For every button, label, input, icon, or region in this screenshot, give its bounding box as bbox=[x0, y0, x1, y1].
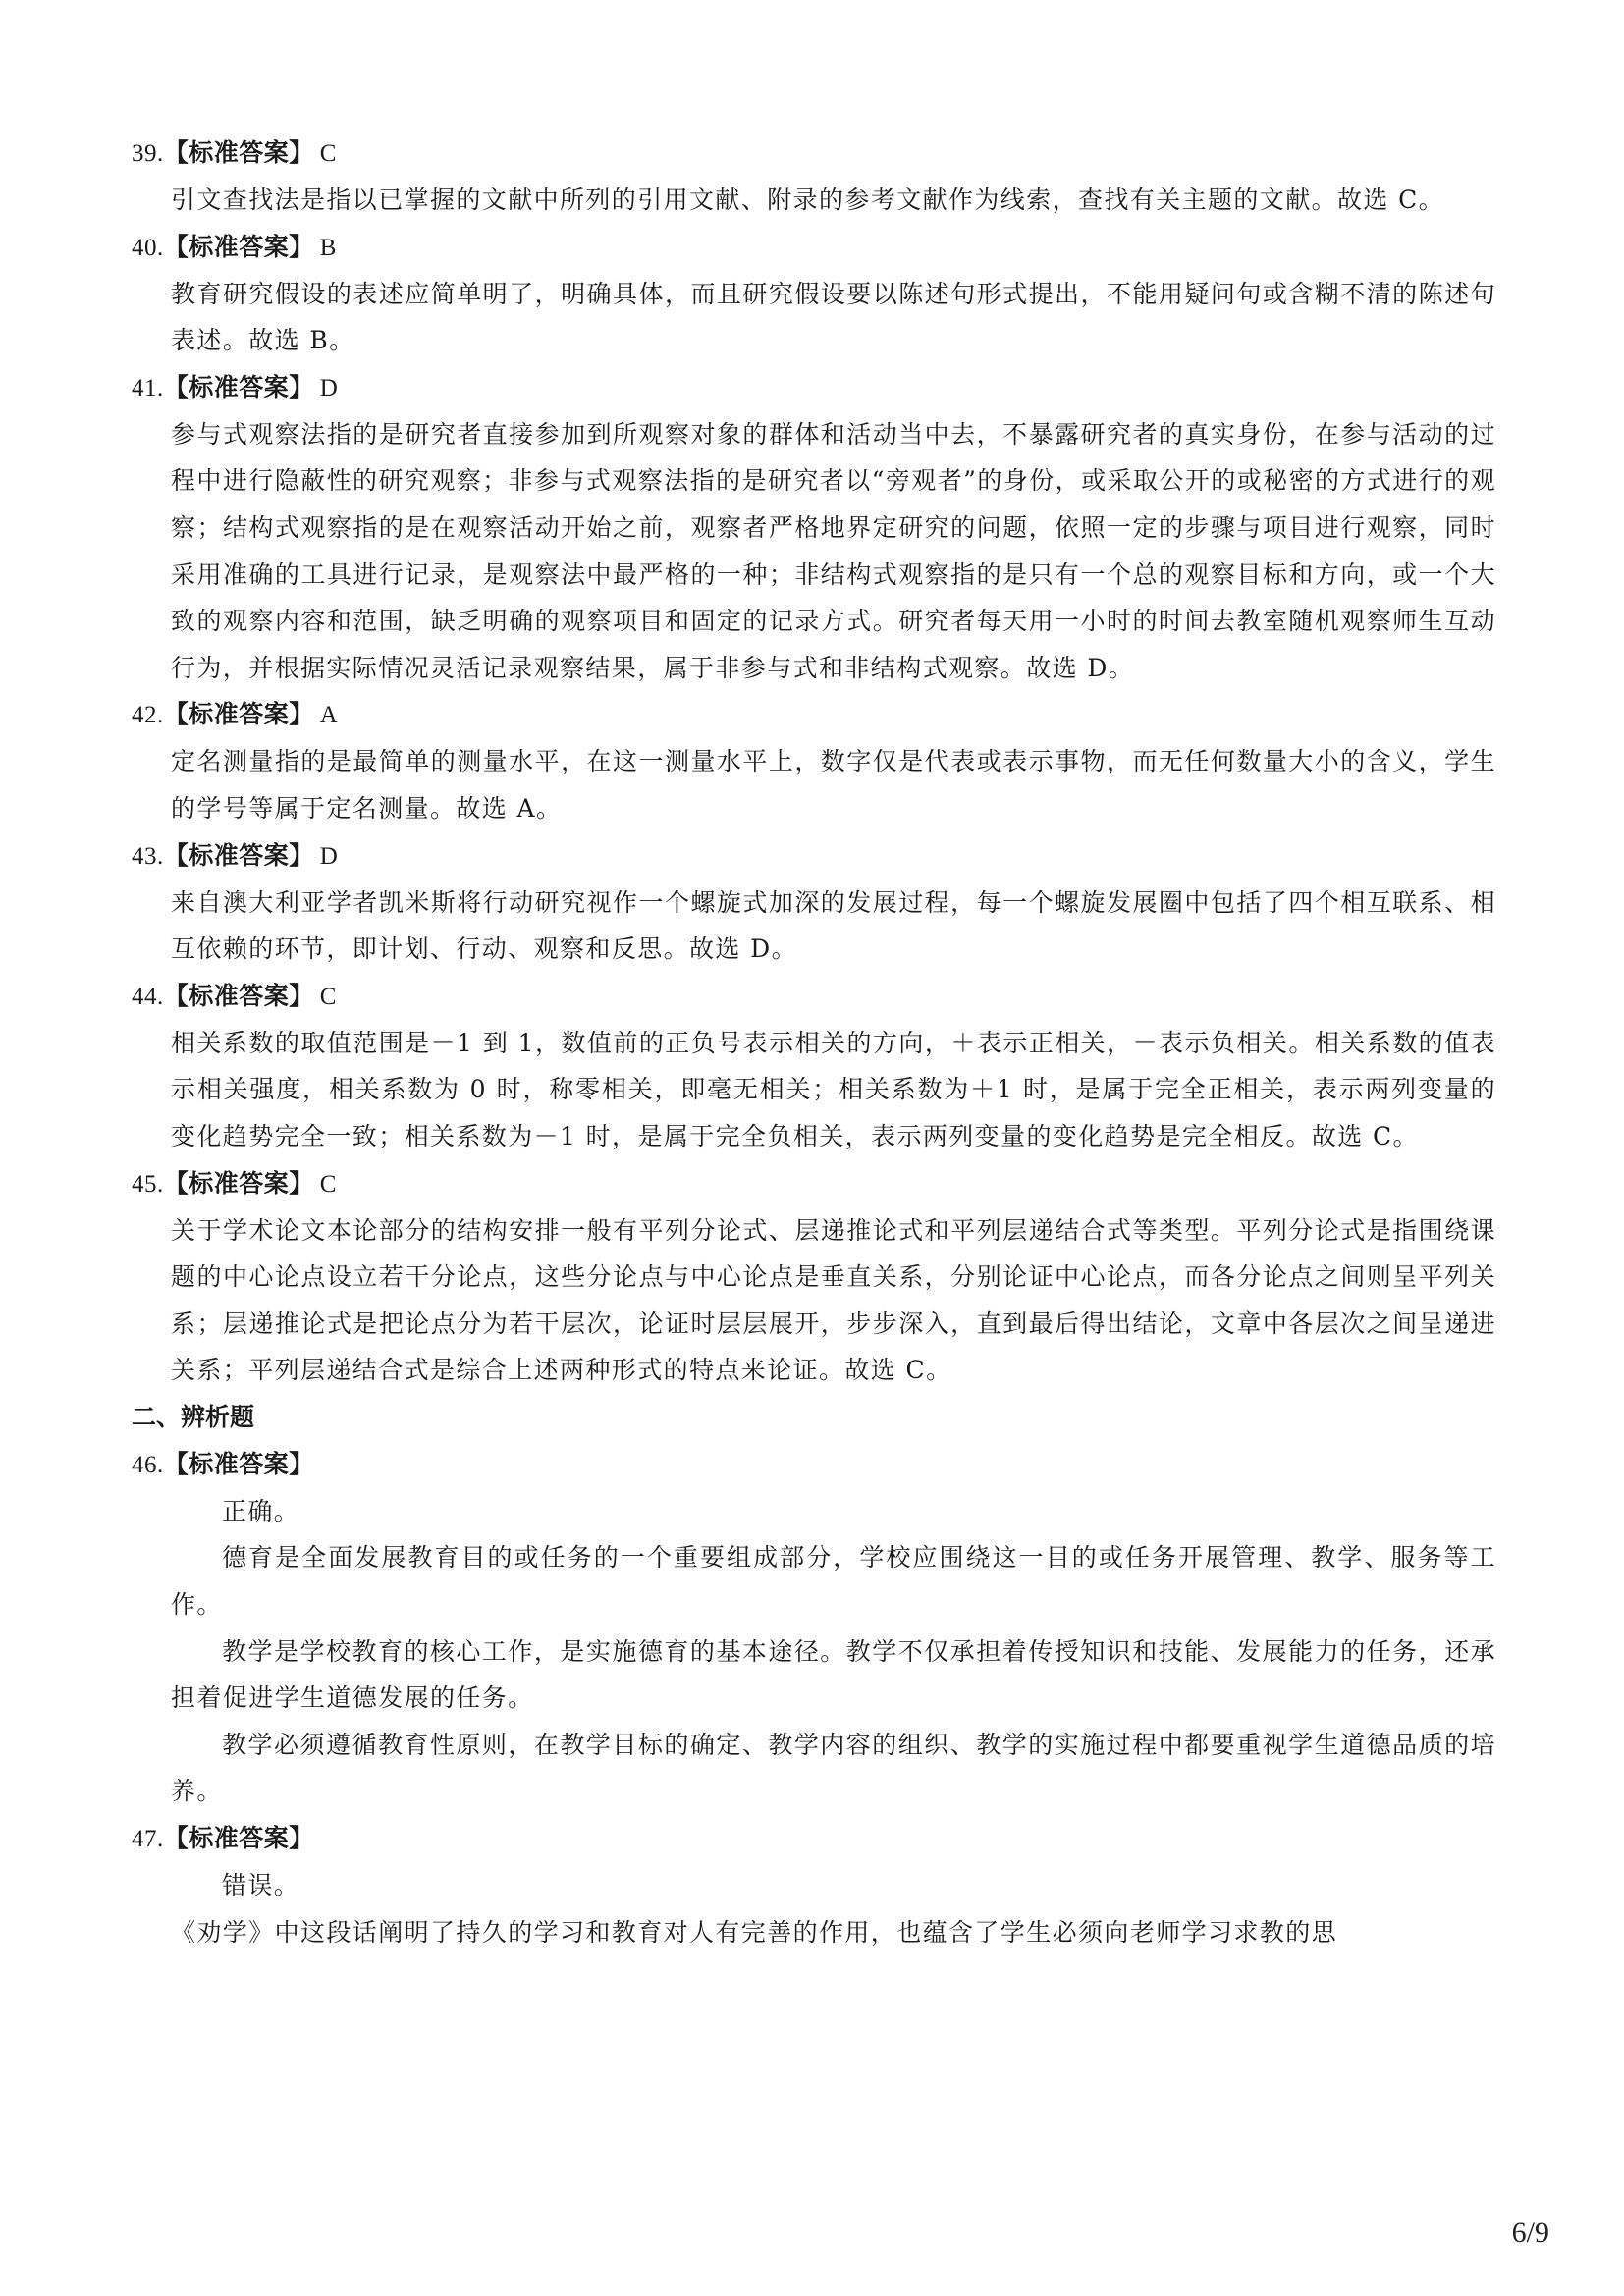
answer-page bbox=[132, 130, 1496, 1955]
answer-explanation: 教育研究假设的表述应简单明了，明确具体，而且研究假设要以陈述句形式提出，不能用疑问句或含糊不清的陈述句表述。故选 B。 bbox=[171, 279, 1496, 355]
question-number: 43. bbox=[132, 842, 164, 870]
answer-tag: 【标准答案】 bbox=[163, 840, 314, 870]
answer-item-43 bbox=[132, 832, 1496, 973]
answer-item-47 bbox=[132, 1815, 1496, 1955]
answer-tag: 【标准答案】 bbox=[163, 700, 314, 729]
answer-tag: 【标准答案】 bbox=[163, 1168, 314, 1198]
answer-item-41 bbox=[132, 364, 1496, 692]
question-number: 40. bbox=[132, 234, 164, 261]
answer-tag: 【标准答案】 bbox=[163, 981, 314, 1010]
question-number: 39. bbox=[132, 140, 164, 167]
answer-choice: A bbox=[319, 702, 339, 729]
answer-choice: B bbox=[319, 234, 337, 261]
answer-paragraph: 教学必须遵循教育性原则，在教学目标的确定、教学内容的组织、教学的实施过程中都要重视学生道德品质的培养。 bbox=[171, 1730, 1496, 1806]
answer-choice: C bbox=[319, 1170, 337, 1198]
question-number: 42. bbox=[132, 702, 164, 729]
question-number: 44. bbox=[132, 983, 164, 1010]
answer-item-46 bbox=[132, 1441, 1496, 1815]
answer-explanation: 参与式观察法指的是研究者直接参加到所观察对象的群体和活动当中去，不暴露研究者的真实身份，在参与活动的过程中进行隐蔽性的研究观察；非参与式观察法指的是研究者以“旁观者”的身份，或采取公开的或秘密的方式进行的观察；结构式观察指的是在观察活动开始之前，观察者严格地界定研究的问题，依照一定的步骤与项目进行观察，同时采用准确的工具进行记录，是观察法中最严格的一种；非结构式观察指的是只有一个总的观察目标和方向，或一个大致的观察内容和范围，缺乏明确的观察项目和固定的记录方式。研究者每天用一小时的时间去教室随机观察师生互动行为，并根据实际情况灵活记录观察结果，属于非参与式和非结构式观察。故选 D。 bbox=[171, 419, 1496, 682]
answer-tag: 【标准答案】 bbox=[163, 232, 314, 261]
answer-heading bbox=[132, 832, 1496, 880]
answer-explanation: 引文查找法是指以已掌握的文献中所列的引用文献、附录的参考文献作为线索，查找有关主题的文献。故选 C。 bbox=[171, 186, 1445, 214]
answer-paragraph: 德育是全面发展教育目的或任务的一个重要组成部分，学校应围绕这一目的或任务开展管理、教学、服务等工作。 bbox=[171, 1543, 1496, 1620]
answer-heading bbox=[132, 130, 1496, 177]
answer-tag: 【标准答案】 bbox=[163, 1449, 314, 1478]
answer-verdict: 错误。 bbox=[222, 1871, 300, 1900]
answer-explanation: 相关系数的取值范围是－1 到 1，数值前的正负号表示相关的方向，＋表示正相关，－表示负相关。相关系数的值表示相关强度，相关系数为 0 时，称零相关，即毫无相关；相关系数为＋1 时，是属于完全正相关，表示两列变量的变化趋势完全一致；相关系数为－1 时，是属于完全负相关，表示两列变量的变化趋势是完全相反。故选 C。 bbox=[171, 1028, 1496, 1150]
page-number: 6/9 bbox=[1511, 2216, 1549, 2249]
answer-choice: C bbox=[319, 140, 337, 167]
question-number: 47. bbox=[132, 1826, 164, 1853]
answer-heading bbox=[132, 973, 1496, 1020]
answer-paragraph: 教学是学校教育的核心工作，是实施德育的基本途径。教学不仅承担着传授知识和技能、发展能力的任务，还承担着促进学生道德发展的任务。 bbox=[171, 1636, 1496, 1713]
answer-tag: 【标准答案】 bbox=[163, 138, 314, 167]
answer-item-40 bbox=[132, 224, 1496, 364]
answer-heading bbox=[132, 1160, 1496, 1207]
answer-heading bbox=[132, 224, 1496, 271]
answer-paragraph: 《劝学》中这段话阐明了持久的学习和教育对人有完善的作用，也蕴含了学生必须向老师学习求教的思 bbox=[171, 1917, 1338, 1947]
answer-item-44 bbox=[132, 973, 1496, 1160]
section-title: 二、辨析题 bbox=[132, 1402, 255, 1431]
answer-heading bbox=[132, 691, 1496, 738]
answer-explanation: 关于学术论文本论部分的结构安排一般有平列分论式、层递推论式和平列层递结合式等类型。平列分论式是指围绕课题的中心论点设立若干分论点，这些分论点与中心论点是垂直关系，分别论证中心论点，而各分论点之间则呈平列关系；层递推论式是把论点分为若干层次，论证时层层展开，步步深入，直到最后得出结论，文章中各层次之间呈递进关系；平列层递结合式是综合上述两种形式的特点来论证。故选 C。 bbox=[171, 1215, 1496, 1385]
answer-choice: D bbox=[319, 374, 339, 401]
answer-tag: 【标准答案】 bbox=[163, 1824, 314, 1853]
question-number: 46. bbox=[132, 1451, 164, 1478]
answer-verdict: 正确。 bbox=[222, 1496, 300, 1525]
question-number: 45. bbox=[132, 1170, 164, 1198]
answer-heading bbox=[132, 364, 1496, 411]
answer-explanation: 定名测量指的是最简单的测量水平，在这一测量水平上，数字仅是代表或表示事物，而无任何数量大小的含义，学生的学号等属于定名测量。故选 A。 bbox=[171, 747, 1496, 823]
answer-item-45 bbox=[132, 1160, 1496, 1394]
answer-tag: 【标准答案】 bbox=[163, 372, 314, 401]
answer-item-42 bbox=[132, 691, 1496, 831]
answer-choice: C bbox=[319, 983, 337, 1010]
answer-heading bbox=[132, 1815, 1496, 1862]
answer-item-39 bbox=[132, 130, 1496, 224]
answer-choice: D bbox=[319, 842, 339, 870]
answer-explanation: 来自澳大利亚学者凯米斯将行动研究视作一个螺旋式加深的发展过程，每一个螺旋发展圈中包括了四个相互联系、相互依赖的环节，即计划、行动、观察和反思。故选 D。 bbox=[171, 887, 1496, 964]
answer-heading bbox=[132, 1441, 1496, 1488]
question-number: 41. bbox=[132, 374, 164, 401]
